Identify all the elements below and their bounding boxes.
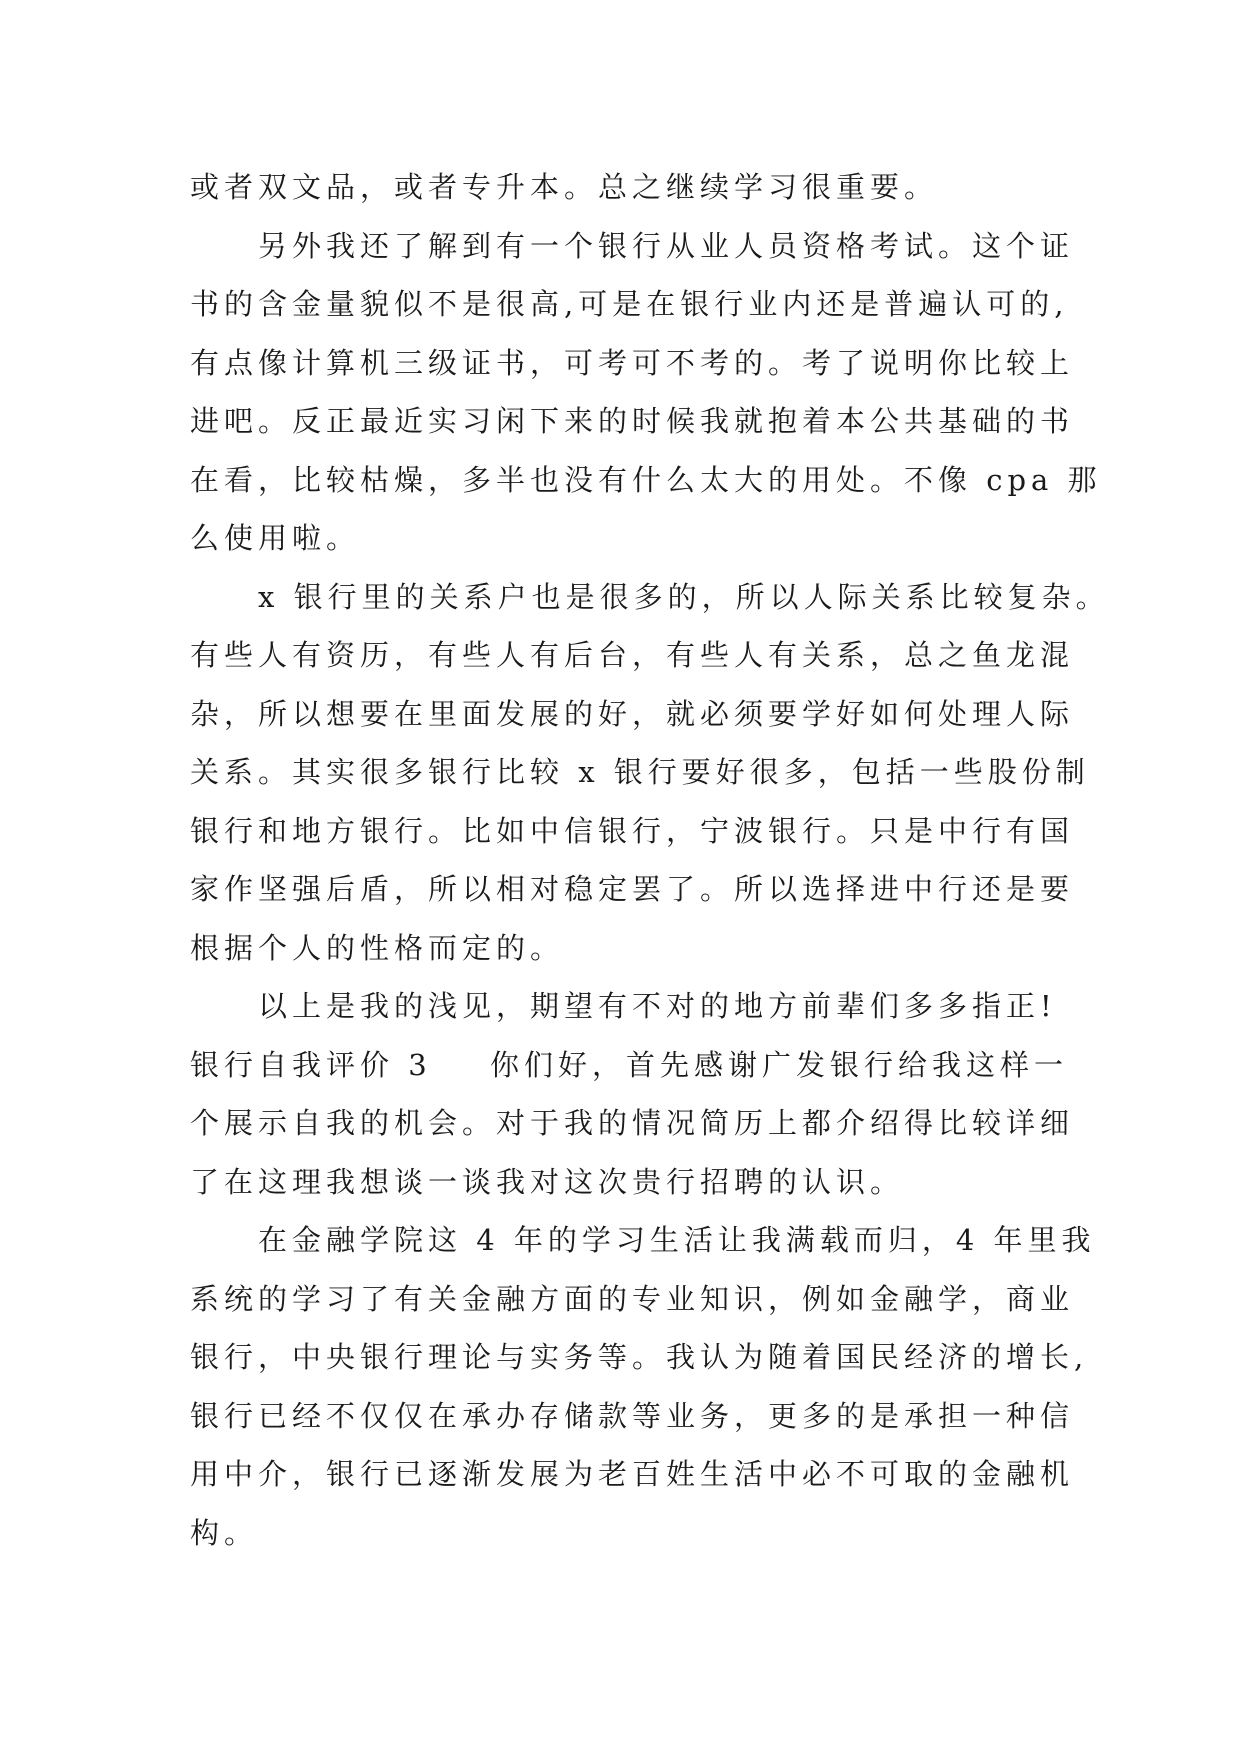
text-line: 系统的学习了有关金融方面的专业知识，例如金融学，商业 (190, 1281, 1075, 1316)
text-line: 家作坚强后盾，所以相对稳定罢了。所以选择进中行还是要 (190, 872, 1075, 906)
text-line: 构。 (190, 1515, 259, 1550)
paragraph-start: x 银行里的关系户也是很多的，所以人际关系比较复杂。 (258, 579, 1110, 614)
text-line: 银行已经不仅仅在承办存储款等业务，更多的是承担一种信 (190, 1398, 1075, 1433)
text-line: 么使用啦。 (190, 521, 361, 555)
paragraph-start: 另外我还了解到有一个银行从业人员资格考试。这个证 (258, 228, 1075, 263)
text-line: 用中介，银行已逐渐发展为老百姓生活中必不可取的金融机 (190, 1457, 1075, 1491)
text-line: 在看，比较枯燥，多半也没有什么太大的用处。不像 cpa 那 (190, 462, 1102, 497)
text-line: 书的含金量貌似不是很高,可是在银行业内还是普遍认可的, (190, 287, 1069, 321)
text-line: 杂，所以想要在里面发展的好，就必须要学好如何处理人际 (190, 696, 1075, 731)
text-line: 了在这理我想谈一谈我对这次贵行招聘的认识。 (190, 1164, 905, 1199)
paragraph-start: 在金融学院这 4 年的学习生活让我满载而归，4 年里我 (258, 1223, 1096, 1257)
text-line: 根据个人的性格而定的。 (190, 930, 565, 965)
paragraph-start: 以上是我的浅见，期望有不对的地方前辈们多多指正! (258, 989, 1057, 1023)
text-line: 或者双文品，或者专升本。总之继续学习很重要。 (190, 170, 939, 204)
text-line: 银行，中央银行理论与实务等。我认为随着国民经济的增长, (190, 1340, 1089, 1374)
text-line: 你们好，首先感谢广发银行给我这样一 (490, 1047, 1069, 1082)
text-line: 进吧。反正最近实习闲下来的时候我就抱着本公共基础的书 (190, 404, 1075, 438)
text-line: 有点像计算机三级证书，可考可不考的。考了说明你比较上 (190, 345, 1075, 380)
text-line: 有些人有资历，有些人有后台，有些人有关系，总之鱼龙混 (190, 638, 1075, 672)
section-heading-line (190, 1036, 1090, 1095)
text-line: 银行和地方银行。比如中信银行，宁波银行。只是中行有国 (190, 813, 1075, 848)
section-heading: 银行自我评价 3 (190, 1047, 432, 1082)
text-line: 关系。其实很多银行比较 x 银行要好很多，包括一些股份制 (190, 755, 1090, 789)
body-text (190, 158, 1110, 1562)
text-line: 个展示自我的机会。对于我的情况简历上都介绍得比较详细 (190, 1106, 1075, 1140)
